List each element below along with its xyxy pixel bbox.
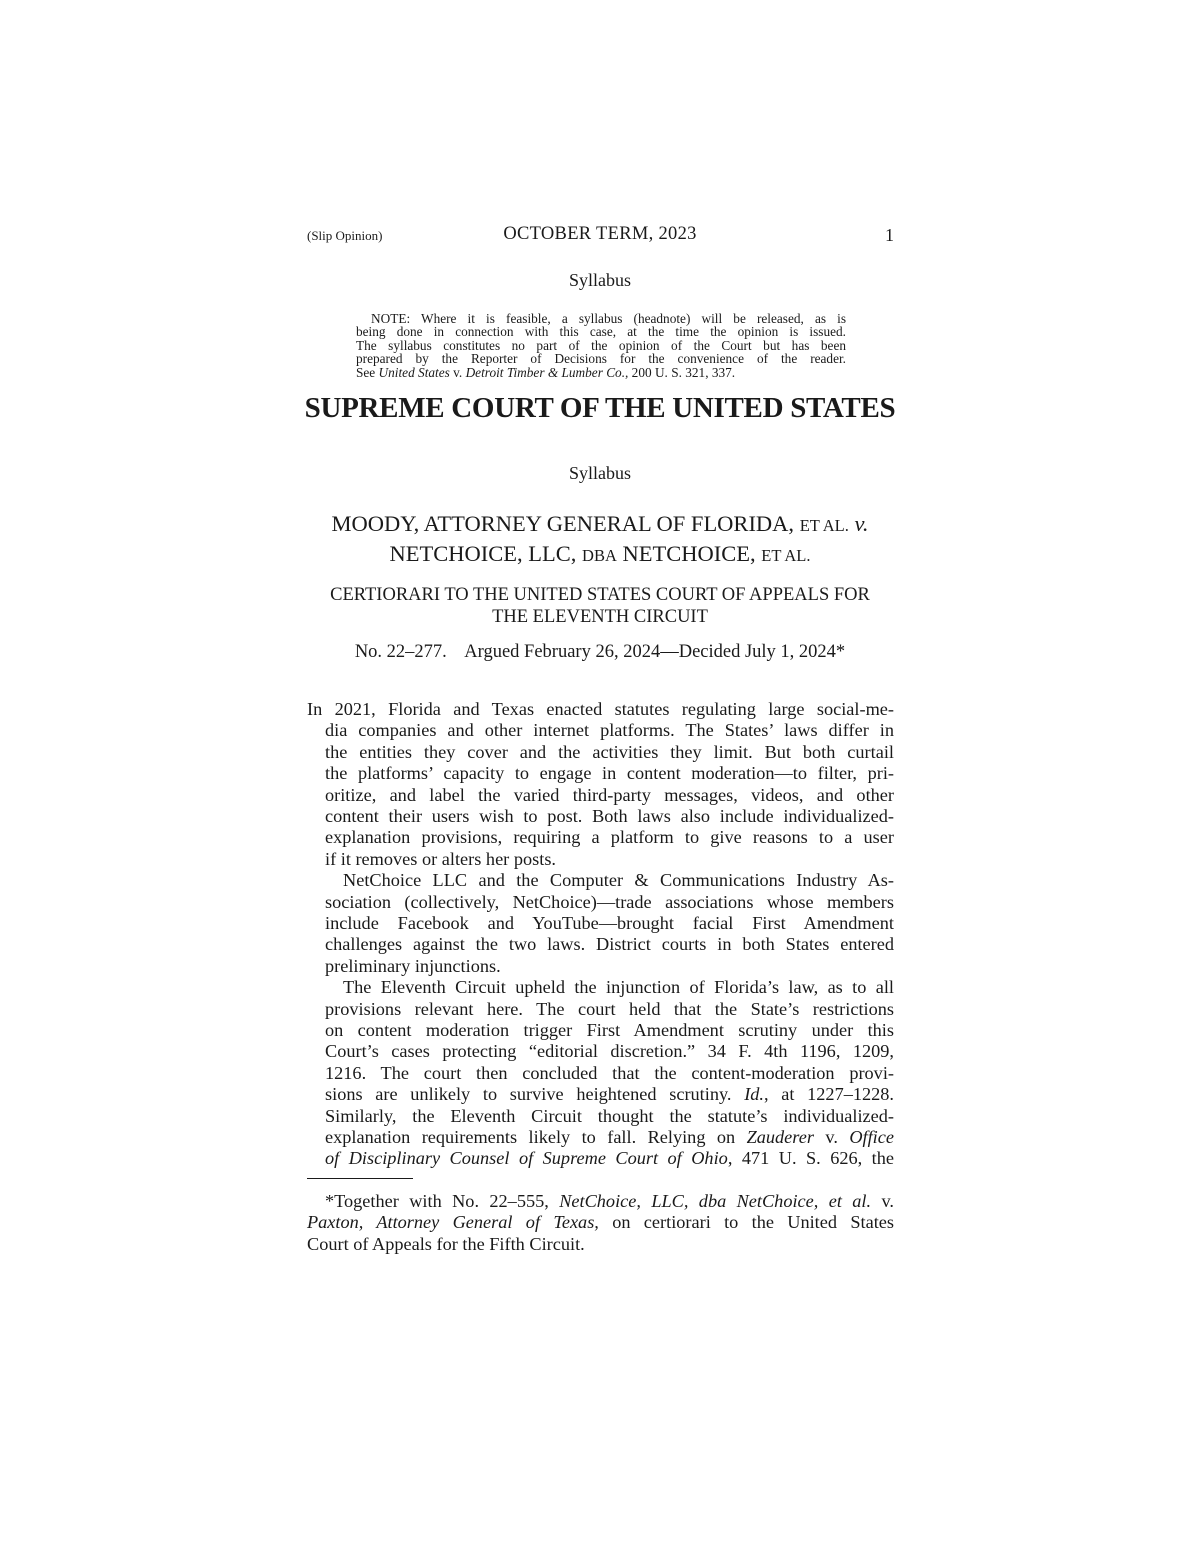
body-line: challenges against the two laws. District courts in both States entered xyxy=(325,934,894,955)
body-line: 1216. The court then concluded that the content-moderation provi- xyxy=(325,1062,894,1083)
body-line: Court’s cases protecting “editorial discretion.” 34 F. 4th 1196, 1209, xyxy=(325,1041,894,1062)
case-caption-line-1: MOODY, ATTORNEY GENERAL OF FLORIDA, ET AL. v. xyxy=(331,511,869,536)
term-heading: OCTOBER TERM, 2023 xyxy=(503,224,697,244)
body-line: oritize, and label the varied third-party messages, videos, and other xyxy=(325,784,894,805)
body-line: explanation provisions, requiring a platform to give reasons to a user xyxy=(325,827,894,848)
note-line: The syllabus constitutes no part of the opinion of the Court but has been xyxy=(356,337,846,353)
body-line: the platforms’ capacity to engage in content moderation—to filter, pri- xyxy=(325,763,894,784)
case-caption-line-2: NETCHOICE, LLC, DBA NETCHOICE, ET AL. xyxy=(389,541,811,566)
note-line: prepared by the Reporter of Decisions for the convenience of the reader. xyxy=(356,351,846,367)
reporter-note xyxy=(356,312,846,379)
body-line: Similarly, the Eleventh Circuit thought the statute’s individualized- xyxy=(325,1105,894,1126)
slip-opinion-label: (Slip Opinion) xyxy=(307,228,383,243)
body-line: content their users wish to post. Both laws also include individualized- xyxy=(325,806,894,826)
syllabus-running-label: Syllabus xyxy=(568,270,631,290)
footnote-line: Court of Appeals for the Fifth Circuit. xyxy=(307,1233,585,1254)
body-line: explanation requirements likely to fall. Relying on Zauderer v. Office xyxy=(325,1127,894,1147)
body-line: include Facebook and YouTube—brought facial First Amendment xyxy=(325,913,894,933)
footnote-line: Paxton, Attorney General of Texas, on certiorari to the United States xyxy=(307,1212,894,1233)
certiorari-statement xyxy=(0,584,1200,628)
body-line: The Eleventh Circuit upheld the injunction of Florida’s law, as to all xyxy=(343,977,894,998)
body-line: NetChoice LLC and the Computer & Communications Industry As- xyxy=(343,870,894,891)
body-line: sociation (collectively, NetChoice)—trade associations whose members xyxy=(325,891,894,912)
note-line-citation: See United States v. Detroit Timber & Lumber Co., 200 U. S. 321, 337. xyxy=(356,364,736,380)
body-line: if it removes or alters her posts. xyxy=(325,848,556,869)
body-line: dia companies and other internet platforms. The States’ laws differ in xyxy=(325,720,894,741)
body-line: preliminary injunctions. xyxy=(325,955,501,976)
footnote-divider xyxy=(307,1178,413,1179)
docket-and-dates: No. 22–277. Argued February 26, 2024—Decided July 1, 2024* xyxy=(354,642,846,662)
body-line: provisions relevant here. The court held that the State’s restrictions xyxy=(325,998,894,1019)
body-line: the entities they cover and the activities they limit. But both curtail xyxy=(325,741,894,762)
certiorari-line: CERTIORARI TO THE UNITED STATES COURT OF APPEALS FOR xyxy=(330,585,870,605)
note-line: NOTE: Where it is feasible, a syllabus (headnote) will be released, as is xyxy=(371,311,846,326)
note-line: being done in connection with this case, at the time the opinion is issued. xyxy=(356,324,846,340)
court-title: SUPREME COURT OF THE UNITED STATES xyxy=(304,392,896,424)
page-number: 1 xyxy=(885,225,894,245)
syllabus-heading: Syllabus xyxy=(568,463,631,483)
case-caption xyxy=(0,510,1200,570)
body-line: In 2021, Florida and Texas enacted statutes regulating large social-me- xyxy=(307,699,894,719)
body-line: of Disciplinary Counsel of Supreme Court of Ohio, 471 U. S. 626, the xyxy=(325,1148,894,1169)
footnote-line: *Together with No. 22–555, NetChoice, LLC, dba NetChoice, et al. v. xyxy=(325,1191,894,1211)
body-line: sions are unlikely to survive heightened scrutiny. Id., at 1227–1228. xyxy=(325,1084,894,1105)
certiorari-line: THE ELEVENTH CIRCUIT xyxy=(492,607,708,627)
body-line: on content moderation trigger First Amendment scrutiny under this xyxy=(325,1020,894,1040)
